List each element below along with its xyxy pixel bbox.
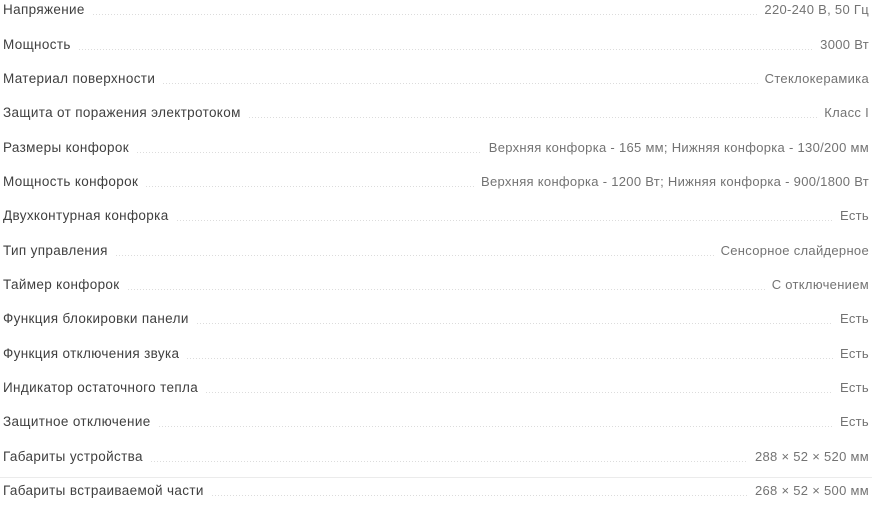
- spec-value: Сенсорное слайдерное: [720, 242, 869, 258]
- spec-label: Защитное отключение: [3, 414, 151, 430]
- dotted-leader: [151, 461, 748, 462]
- spec-row: [3, 34, 869, 68]
- dotted-leader: [212, 495, 748, 496]
- spec-row: [3, 378, 869, 412]
- spec-value: Класс I: [824, 105, 869, 121]
- spec-label: Габариты устройства: [3, 448, 143, 464]
- spec-value: Есть: [840, 311, 869, 327]
- spec-label: Таймер конфорок: [3, 276, 120, 292]
- row-separator: [0, 477, 872, 478]
- spec-row: [3, 412, 869, 446]
- dotted-leader: [206, 392, 833, 393]
- dotted-leader: [159, 426, 833, 427]
- dotted-leader: [177, 220, 833, 221]
- spec-label: Функция отключения звука: [3, 345, 180, 361]
- spec-value: Стеклокерамика: [764, 70, 869, 86]
- spec-row: [3, 137, 869, 171]
- dotted-leader: [163, 83, 757, 84]
- dotted-leader: [116, 255, 714, 256]
- spec-label: Защита от поражения электротоком: [3, 105, 241, 121]
- spec-label: Двухконтурная конфорка: [3, 208, 169, 224]
- spec-value: 268 × 52 × 500 мм: [754, 482, 869, 498]
- dotted-leader: [187, 358, 833, 359]
- spec-value: Есть: [840, 379, 869, 395]
- dotted-leader: [79, 49, 813, 50]
- spec-value: 220-240 В, 50 Гц: [764, 2, 869, 18]
- spec-row: [3, 240, 869, 274]
- spec-row: [3, 69, 869, 103]
- spec-value: Есть: [840, 414, 869, 430]
- spec-label: Габариты встраиваемой части: [3, 482, 204, 498]
- spec-row: [3, 206, 869, 240]
- spec-value: 3000 Вт: [820, 36, 869, 52]
- spec-value: Есть: [840, 208, 869, 224]
- spec-row: [3, 275, 869, 309]
- spec-row: [3, 343, 869, 377]
- spec-value: Есть: [840, 345, 869, 361]
- spec-row: [3, 172, 869, 206]
- spec-row: [3, 103, 869, 137]
- spec-row: [3, 481, 869, 515]
- spec-value: 288 × 52 × 520 мм: [754, 448, 869, 464]
- spec-row: [3, 446, 869, 480]
- spec-value: С отключением: [771, 276, 869, 292]
- spec-value: Верхняя конфорка - 165 мм; Нижняя конфорка - 130/200 мм: [488, 139, 869, 155]
- spec-value: Верхняя конфорка - 1200 Вт; Нижняя конфорка - 900/1800 Вт: [481, 173, 869, 189]
- spec-label: Мощность конфорок: [3, 173, 139, 189]
- dotted-leader: [146, 186, 474, 187]
- spec-label: Индикатор остаточного тепла: [3, 379, 199, 395]
- spec-label: Напряжение: [3, 2, 85, 18]
- dotted-leader: [249, 117, 818, 118]
- spec-row: [3, 309, 869, 343]
- spec-label: Материал поверхности: [3, 70, 156, 86]
- spec-label: Размеры конфорок: [3, 139, 130, 155]
- dotted-leader: [137, 152, 482, 153]
- dotted-leader: [197, 323, 833, 324]
- dotted-leader: [128, 289, 765, 290]
- spec-label: Мощность: [3, 36, 71, 52]
- spec-label: Функция блокировки панели: [3, 311, 189, 327]
- spec-row: [3, 0, 869, 34]
- spec-label: Тип управления: [3, 242, 108, 258]
- dotted-leader: [93, 14, 758, 15]
